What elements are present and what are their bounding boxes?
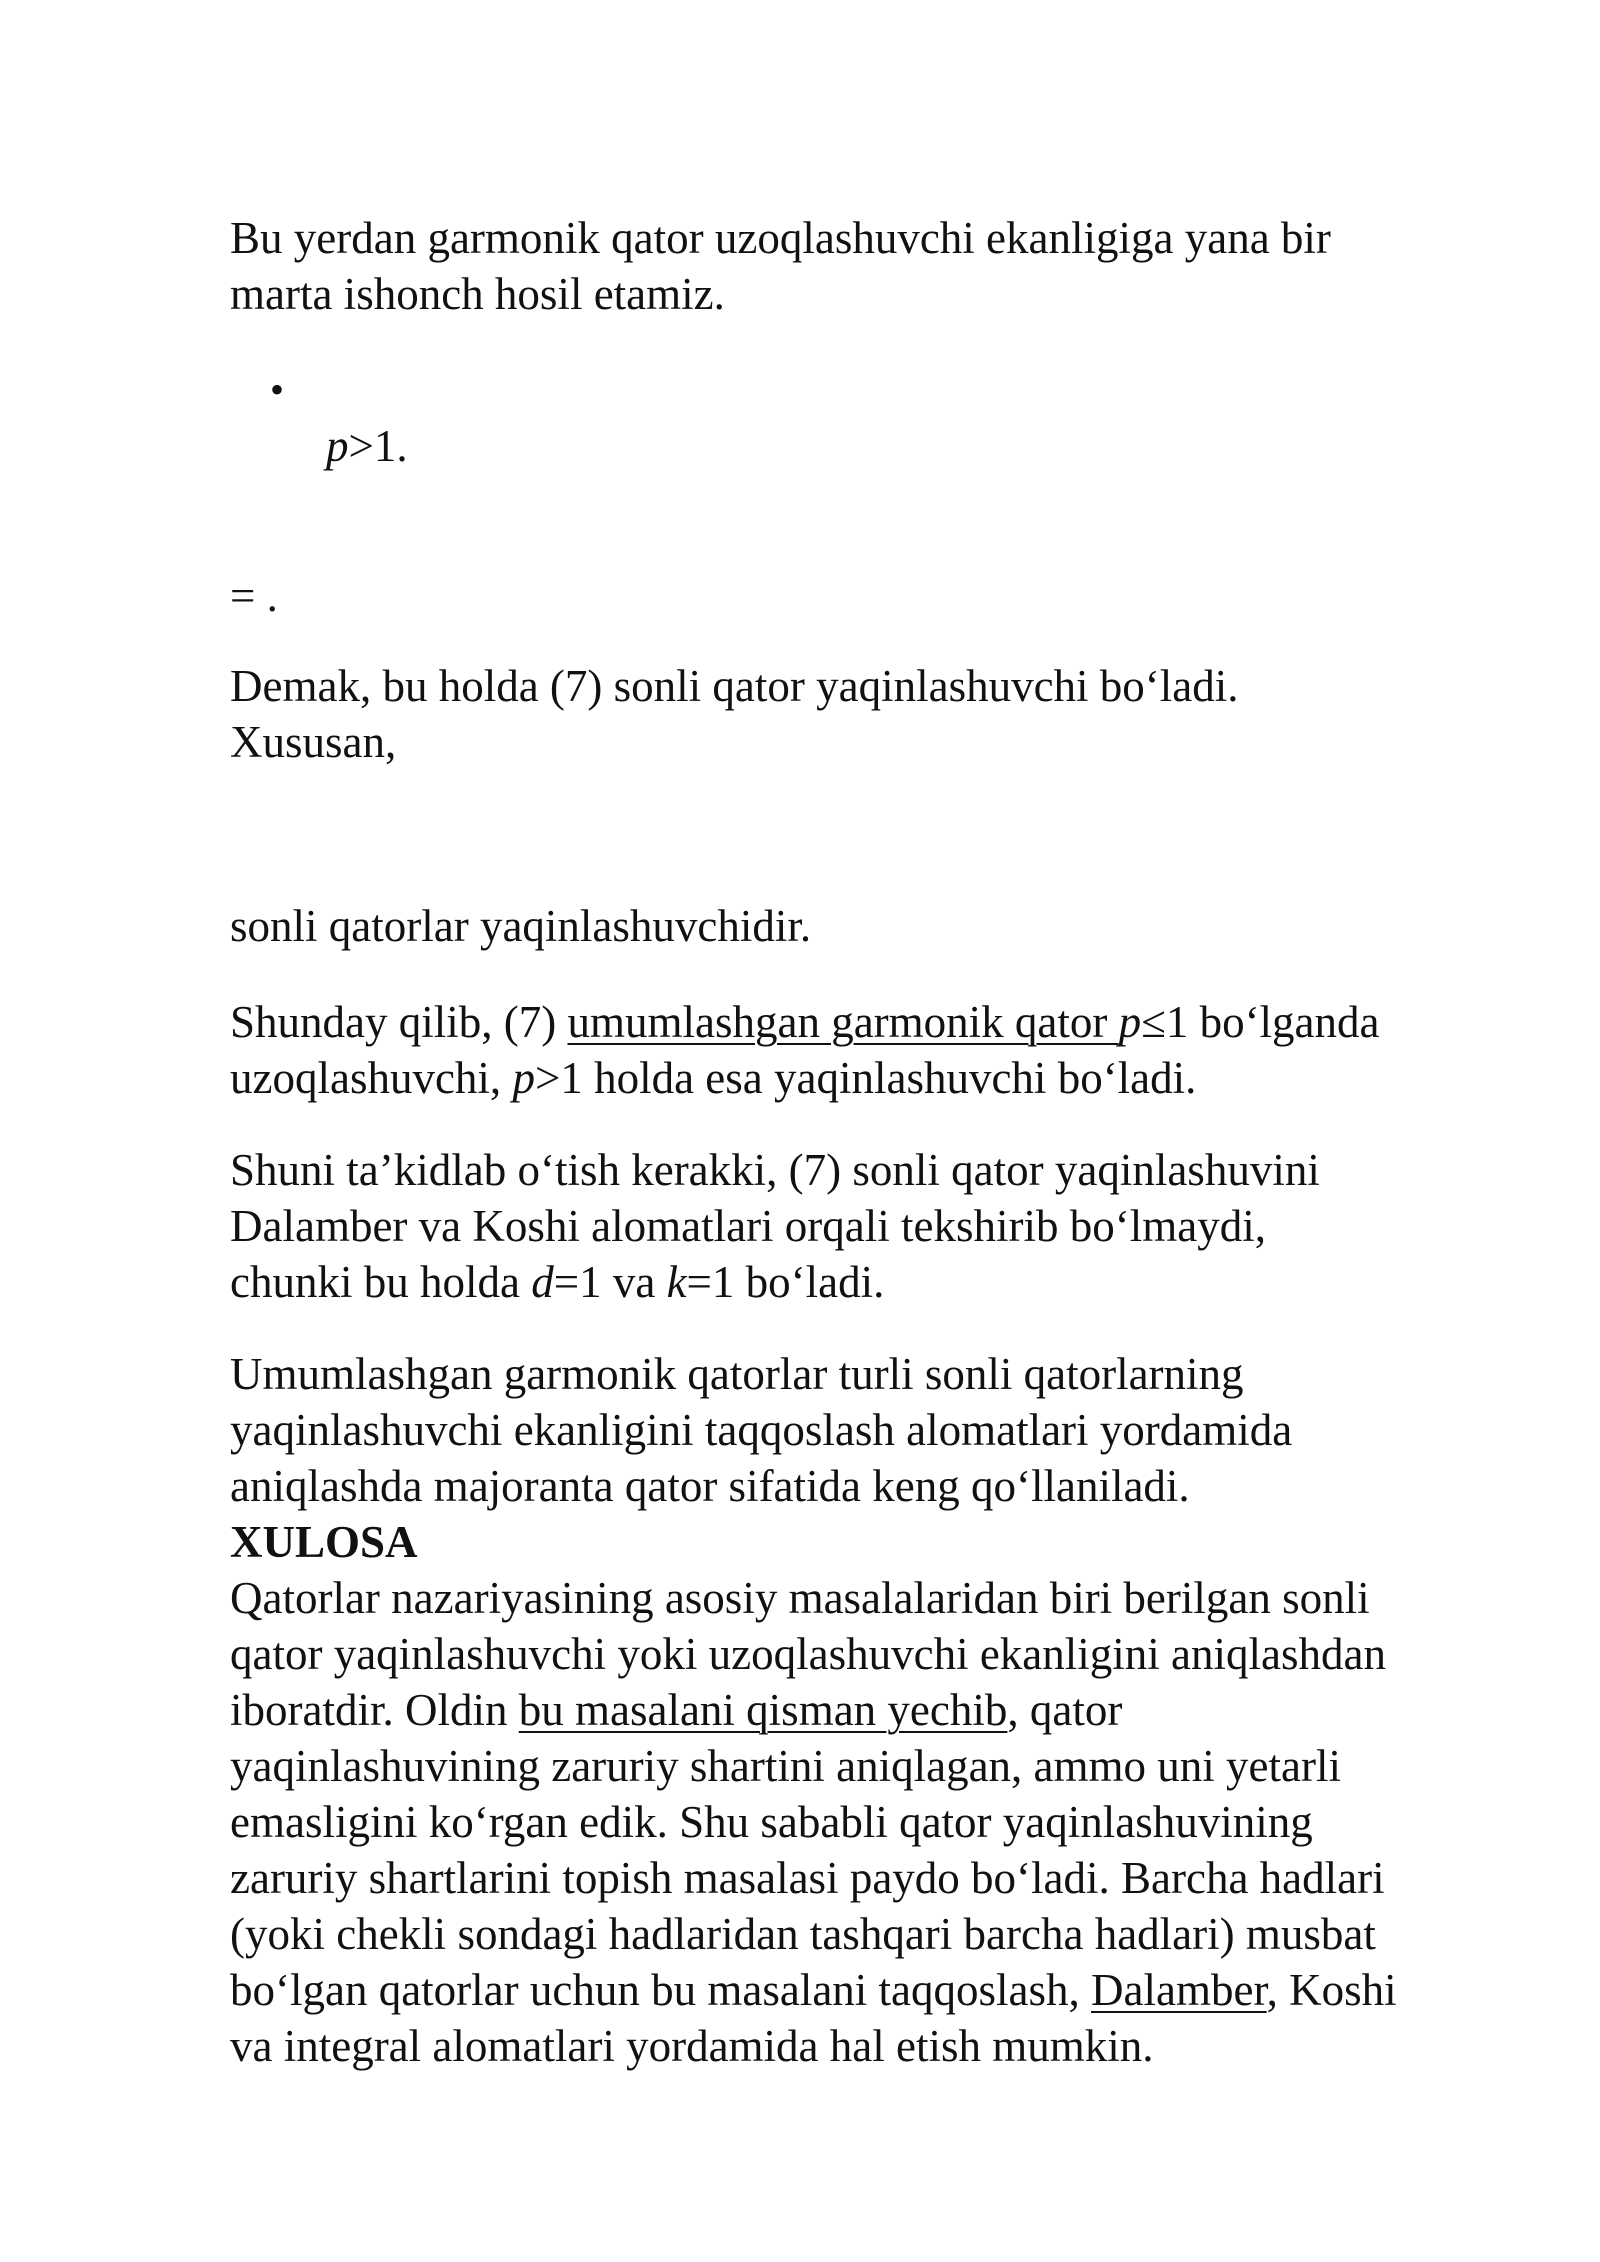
text-span: , Koshi <box>1266 1965 1397 2015</box>
text-line: (yoki chekli sondagi hadlaridan tashqari barcha hadlari) musbat <box>230 1909 1376 1959</box>
text-line: Shuni ta’kidlab o‘tish kerakki, (7) sonli qator yaqinlashuvini <box>230 1145 1320 1195</box>
variable-p: p <box>326 421 349 471</box>
text-span: bo‘lgan qatorlar uchun bu masalani taqqoslash, <box>230 1965 1092 2015</box>
text-line: marta ishonch hosil etamiz. <box>230 269 725 319</box>
heading-xulosa: XULOSA <box>230 1517 418 1567</box>
text-span: chunki bu holda <box>230 1257 532 1307</box>
text-line <box>230 1254 1530 1310</box>
text-line: va integral alomatlari yordamida hal etish mumkin. <box>230 2021 1154 2071</box>
text-span: =1 va <box>553 1257 667 1307</box>
link-umumlashgan-garmonik-qator[interactable]: umumlashgan garmonik qator <box>567 997 1119 1047</box>
paragraph-demak <box>230 658 1530 770</box>
text-line: emasligini ko‘rgan edik. Shu sababli qator yaqinlashuvining <box>230 1797 1313 1847</box>
paragraph-shunday <box>230 994 1530 1106</box>
text-span: iboratdir. Oldin <box>230 1685 519 1735</box>
text-line: zaruriy shartlarini topish masalasi paydo bo‘ladi. Barcha hadlari <box>230 1853 1385 1903</box>
text-line: Xususan, <box>230 717 397 767</box>
text-line <box>230 1962 1530 2018</box>
text-span: uzoqlashuvchi, <box>230 1053 513 1103</box>
variable-d: d <box>531 1257 554 1307</box>
text-line: Dalamber va Koshi alomatlari orqali tekshirib bo‘lmaydi, <box>230 1201 1266 1251</box>
variable-p: p <box>512 1053 535 1103</box>
text-line: yaqinlashuvchi ekanligini taqqoslash alomatlari yordamida <box>230 1405 1293 1455</box>
text-span: ≤1 bo‘lganda <box>1141 997 1380 1047</box>
text-span: >1 holda esa yaqinlashuvchi bo‘ladi. <box>534 1053 1197 1103</box>
text-line: sonli qatorlar yaqinlashuvchidir. <box>230 901 812 951</box>
equation-line: = . <box>230 571 278 621</box>
text-line: Demak, bu holda (7) sonli qator yaqinlashuvchi bo‘ladi. <box>230 661 1239 711</box>
variable-k: k <box>666 1257 687 1307</box>
text-line <box>230 1682 1530 1738</box>
bullet-condition <box>326 418 408 474</box>
text-line <box>230 994 1530 1050</box>
text-span: , qator <box>1007 1685 1123 1735</box>
link-bu-masalani-qisman-yechib[interactable]: bu masalani qisman yechib <box>518 1685 1008 1735</box>
variable-p: p <box>1118 997 1142 1047</box>
bullet-marker: • <box>270 367 285 412</box>
text-line: qator yaqinlashuvchi yoki uzoqlashuvchi ekanligini aniqlashdan <box>230 1629 1386 1679</box>
text-span: =1 bo‘ladi. <box>686 1257 885 1307</box>
paragraph-umumlashgan <box>230 1346 1530 2074</box>
link-dalamber[interactable]: Dalamber <box>1091 1965 1267 2015</box>
paragraph-intro <box>230 210 1530 322</box>
text-line: aniqlashda majoranta qator sifatida keng qo‘llaniladi. <box>230 1461 1190 1511</box>
paragraph-shuni <box>230 1142 1530 1310</box>
text-line: yaqinlashuvining zaruriy shartini aniqlagan, ammo uni yetarli <box>230 1741 1341 1791</box>
text-line: Umumlashgan garmonik qatorlar turli sonli qatorlarning <box>230 1349 1244 1399</box>
paragraph-sonli <box>230 898 1530 954</box>
text-line: Qatorlar nazariyasining asosiy masalalaridan biri berilgan sonli <box>230 1573 1370 1623</box>
text-line <box>230 1050 1530 1106</box>
text-line: Bu yerdan garmonik qator uzoqlashuvchi ekanligiga yana bir <box>230 213 1331 263</box>
condition-text: >1. <box>348 421 408 471</box>
text-span: Shunday qilib, (7) <box>230 997 568 1047</box>
